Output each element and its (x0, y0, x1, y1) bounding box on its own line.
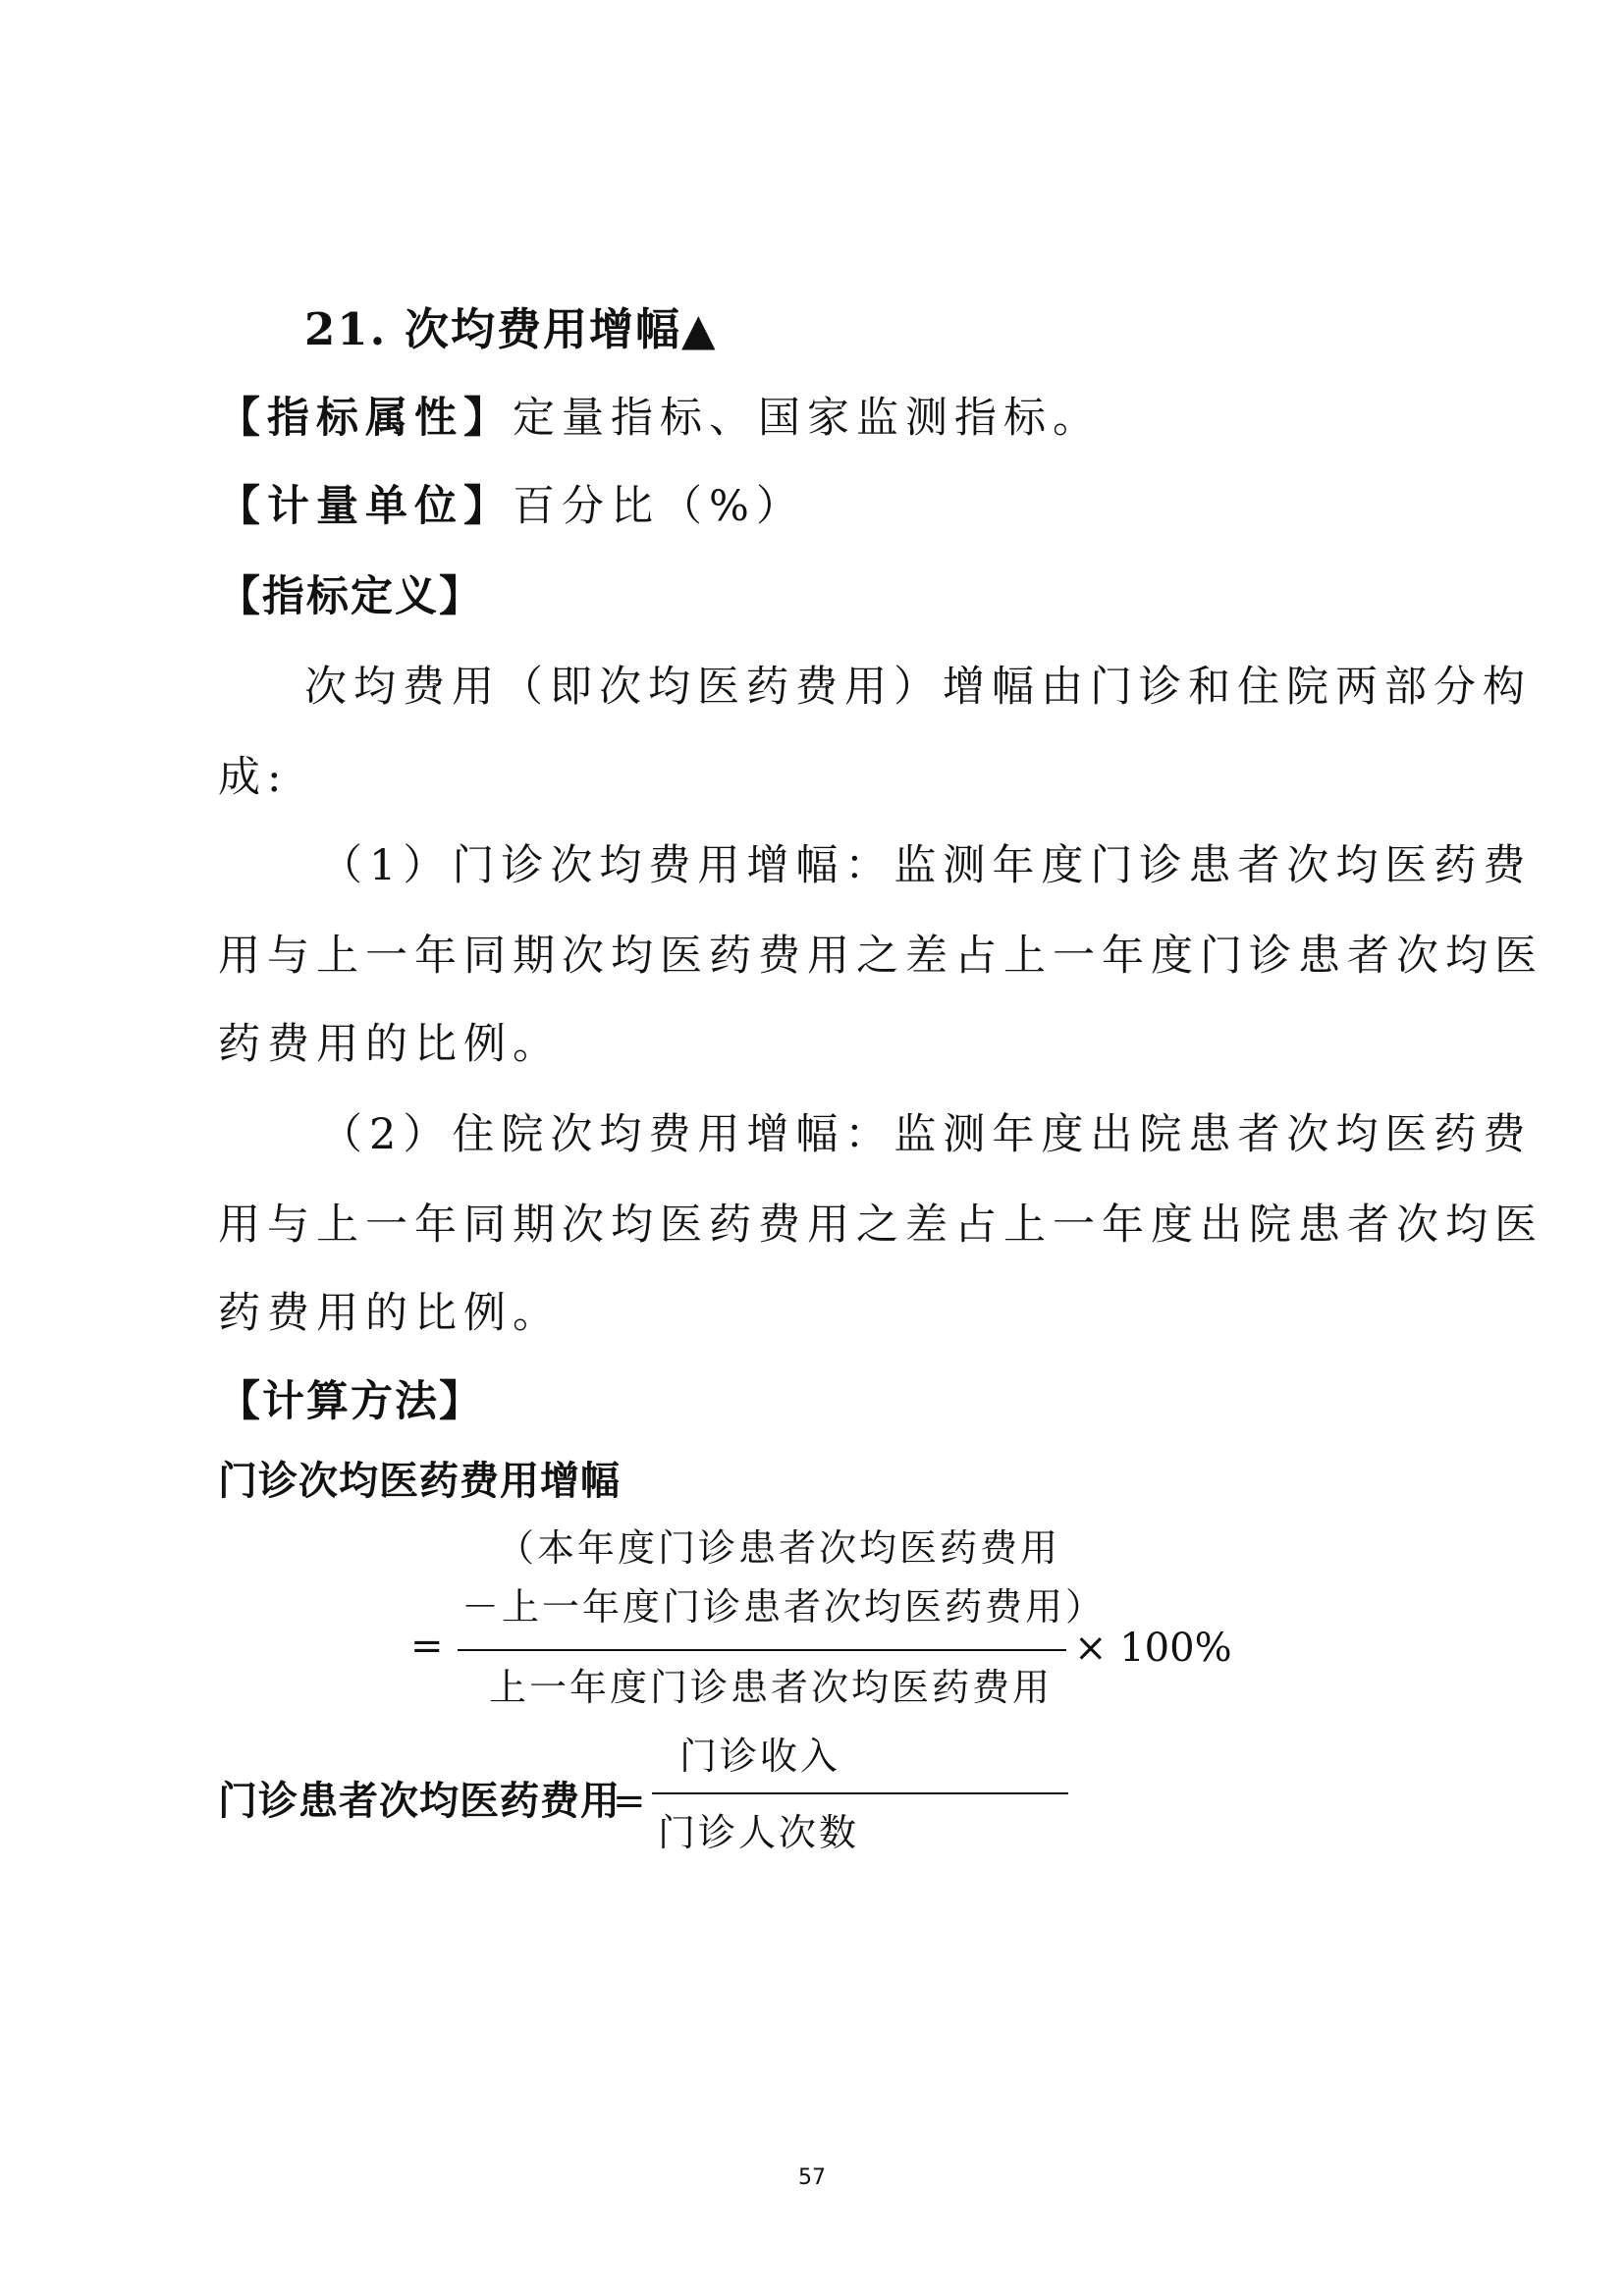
formula1-denominator: 上一年度门诊患者次均医药费用 (489, 1666, 1054, 1709)
formula1 (410, 1523, 1232, 1720)
unit-label: 【计量单位】 (218, 482, 513, 531)
attribute-label: 【指标属性】 (218, 394, 513, 443)
unit-row (218, 477, 805, 536)
formula1-multiplier: × 100% (1074, 1626, 1232, 1671)
definition-item2-line2: 用与上一年同期次均医药费用之差占上一年度出院患者次均医 (218, 1201, 1543, 1250)
formula1-title: 门诊次均医药费用增幅 (218, 1458, 621, 1504)
section-heading: 21. 次均费用增幅▲ (304, 303, 718, 355)
formula1-fraction-bar (458, 1649, 1066, 1651)
page-number: 57 (798, 2165, 826, 2190)
definition-item1-line1: （1）门诊次均费用增幅：监测年度门诊患者次均医药费 (320, 841, 1533, 890)
formula1-numerator-line2: －上一年度门诊患者次均医药费用） (461, 1585, 1107, 1629)
definition-label: 【指标定义】 (218, 572, 483, 621)
definition-item2-line3: 药费用的比例。 (218, 1289, 562, 1338)
definition-item1-line3: 药费用的比例。 (218, 1020, 562, 1069)
definition-intro-line2: 成: (218, 753, 289, 802)
formula2-equals: = (613, 1779, 646, 1824)
attribute-row (218, 389, 1102, 448)
definition-intro-line1: 次均费用（即次均医药费用）增幅由门诊和住院两部分构 (304, 663, 1532, 712)
formula2-numerator: 门诊收入 (679, 1735, 841, 1778)
formula2-fraction-bar (652, 1792, 1068, 1794)
definition-item2-line1: （2）住院次均费用增幅：监测年度出院患者次均医药费 (320, 1110, 1533, 1159)
formula1-numerator-line1: （本年度门诊患者次均医药费用 (497, 1526, 1061, 1570)
method-label: 【计算方法】 (218, 1377, 483, 1426)
attribute-value: 定量指标、国家监测指标。 (513, 394, 1102, 443)
definition-item1-line2: 用与上一年同期次均医药费用之差占上一年度门诊患者次均医 (218, 932, 1543, 981)
formula2-lhs: 门诊患者次均医药费用 (218, 1778, 621, 1824)
formula1-equals: = (410, 1624, 444, 1669)
unit-value: 百分比（%） (513, 482, 805, 531)
formula2 (218, 1737, 905, 1865)
formula2-denominator: 门诊人次数 (658, 1811, 860, 1854)
